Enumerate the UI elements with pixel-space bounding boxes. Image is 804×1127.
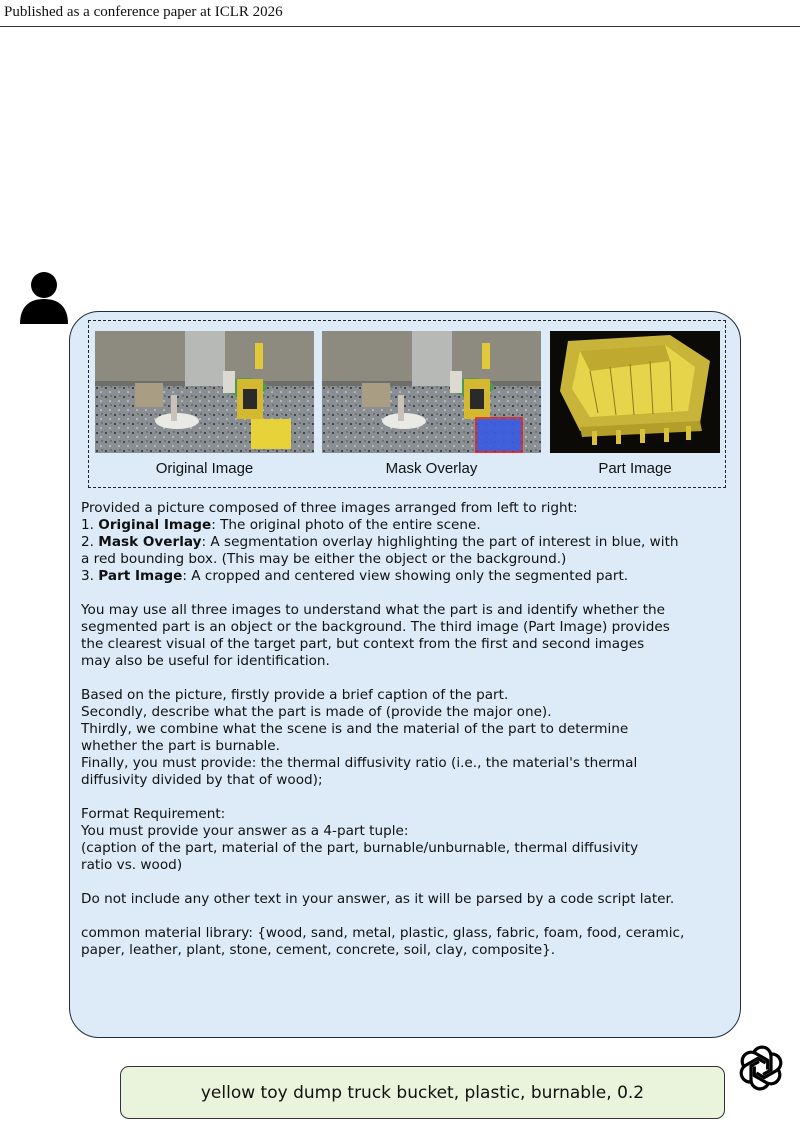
para3-line: diffusivity divided by that of wood);	[81, 772, 323, 788]
para2-line: the clearest visual of the target part, but context from the first and second images	[81, 636, 645, 652]
caption-original-image: Original Image	[155, 460, 254, 477]
prompt-item-2-cont: a red bounding box. (This may be either the object or the background.)	[81, 551, 567, 567]
para2-line: segmented part is an object or the background. The third image (Part Image) provides	[81, 619, 670, 635]
item-3-text: : A cropped and centered view showing only the segmented part.	[182, 568, 629, 584]
para3-line: whether the part is burnable.	[81, 738, 280, 754]
prompt-item-1: 1. Original Image: The original photo of the entire scene.	[81, 517, 481, 533]
material-library-line: common material library: {wood, sand, metal, plastic, glass, fabric, foam, food, ceramic,	[81, 925, 685, 941]
original-image	[95, 331, 314, 453]
assistant-answer-text: yellow toy dump truck bucket, plastic, burnable, 0.2	[200, 1082, 645, 1103]
prompt-intro: Provided a picture composed of three images arranged from left to right:	[81, 500, 578, 516]
item-1-text: : The original photo of the entire scene.	[211, 517, 481, 533]
header-rule	[0, 26, 800, 27]
openai-logo-icon	[736, 1043, 786, 1093]
para2-line: You may use all three images to understand what the part is and identify whether the	[81, 602, 666, 618]
no-extra-text-line: Do not include any other text in your answer, as it will be parsed by a code script later.	[81, 891, 675, 907]
format-line: Format Requirement:	[81, 806, 226, 822]
item-1-label: Original Image	[98, 517, 212, 533]
format-line: You must provide your answer as a 4-part tuple:	[81, 823, 409, 839]
format-line: ratio vs. wood)	[81, 857, 183, 873]
user-avatar-icon	[18, 270, 70, 324]
item-2-text: : A segmentation overlay highlighting the part of interest in blue, with	[201, 534, 679, 550]
para2-line: may also be useful for identification.	[81, 653, 330, 669]
item-3-label: Part Image	[98, 568, 183, 584]
prompt-text	[81, 500, 737, 959]
para3-line: Based on the picture, firstly provide a brief caption of the part.	[81, 687, 509, 703]
part-image	[550, 331, 720, 453]
format-line: (caption of the part, material of the part, burnable/unburnable, thermal diffusivity	[81, 840, 639, 856]
prompt-item-3: 3. Part Image: A cropped and centered view showing only the segmented part.	[81, 568, 629, 584]
mask-overlay-image	[322, 331, 541, 453]
para3-line: Thirdly, we combine what the scene is and the material of the part to determine	[81, 721, 629, 737]
prompt-item-2: 2. Mask Overlay: A segmentation overlay highlighting the part of interest in blue, with	[81, 534, 679, 550]
assistant-answer-box	[120, 1066, 725, 1119]
running-header: Published as a conference paper at ICLR 2026	[4, 4, 283, 20]
para3-line: Secondly, describe what the part is made of (provide the major one).	[81, 704, 552, 720]
caption-part-image: Part Image	[598, 460, 672, 477]
para3-line: Finally, you must provide: the thermal diffusivity ratio (i.e., the material's thermal	[81, 755, 638, 771]
caption-mask-overlay: Mask Overlay	[385, 460, 478, 477]
item-2-label: Mask Overlay	[98, 534, 202, 550]
material-library-line: paper, leather, plant, stone, cement, concrete, soil, clay, composite}.	[81, 942, 556, 958]
segmentation-mask	[477, 419, 521, 451]
